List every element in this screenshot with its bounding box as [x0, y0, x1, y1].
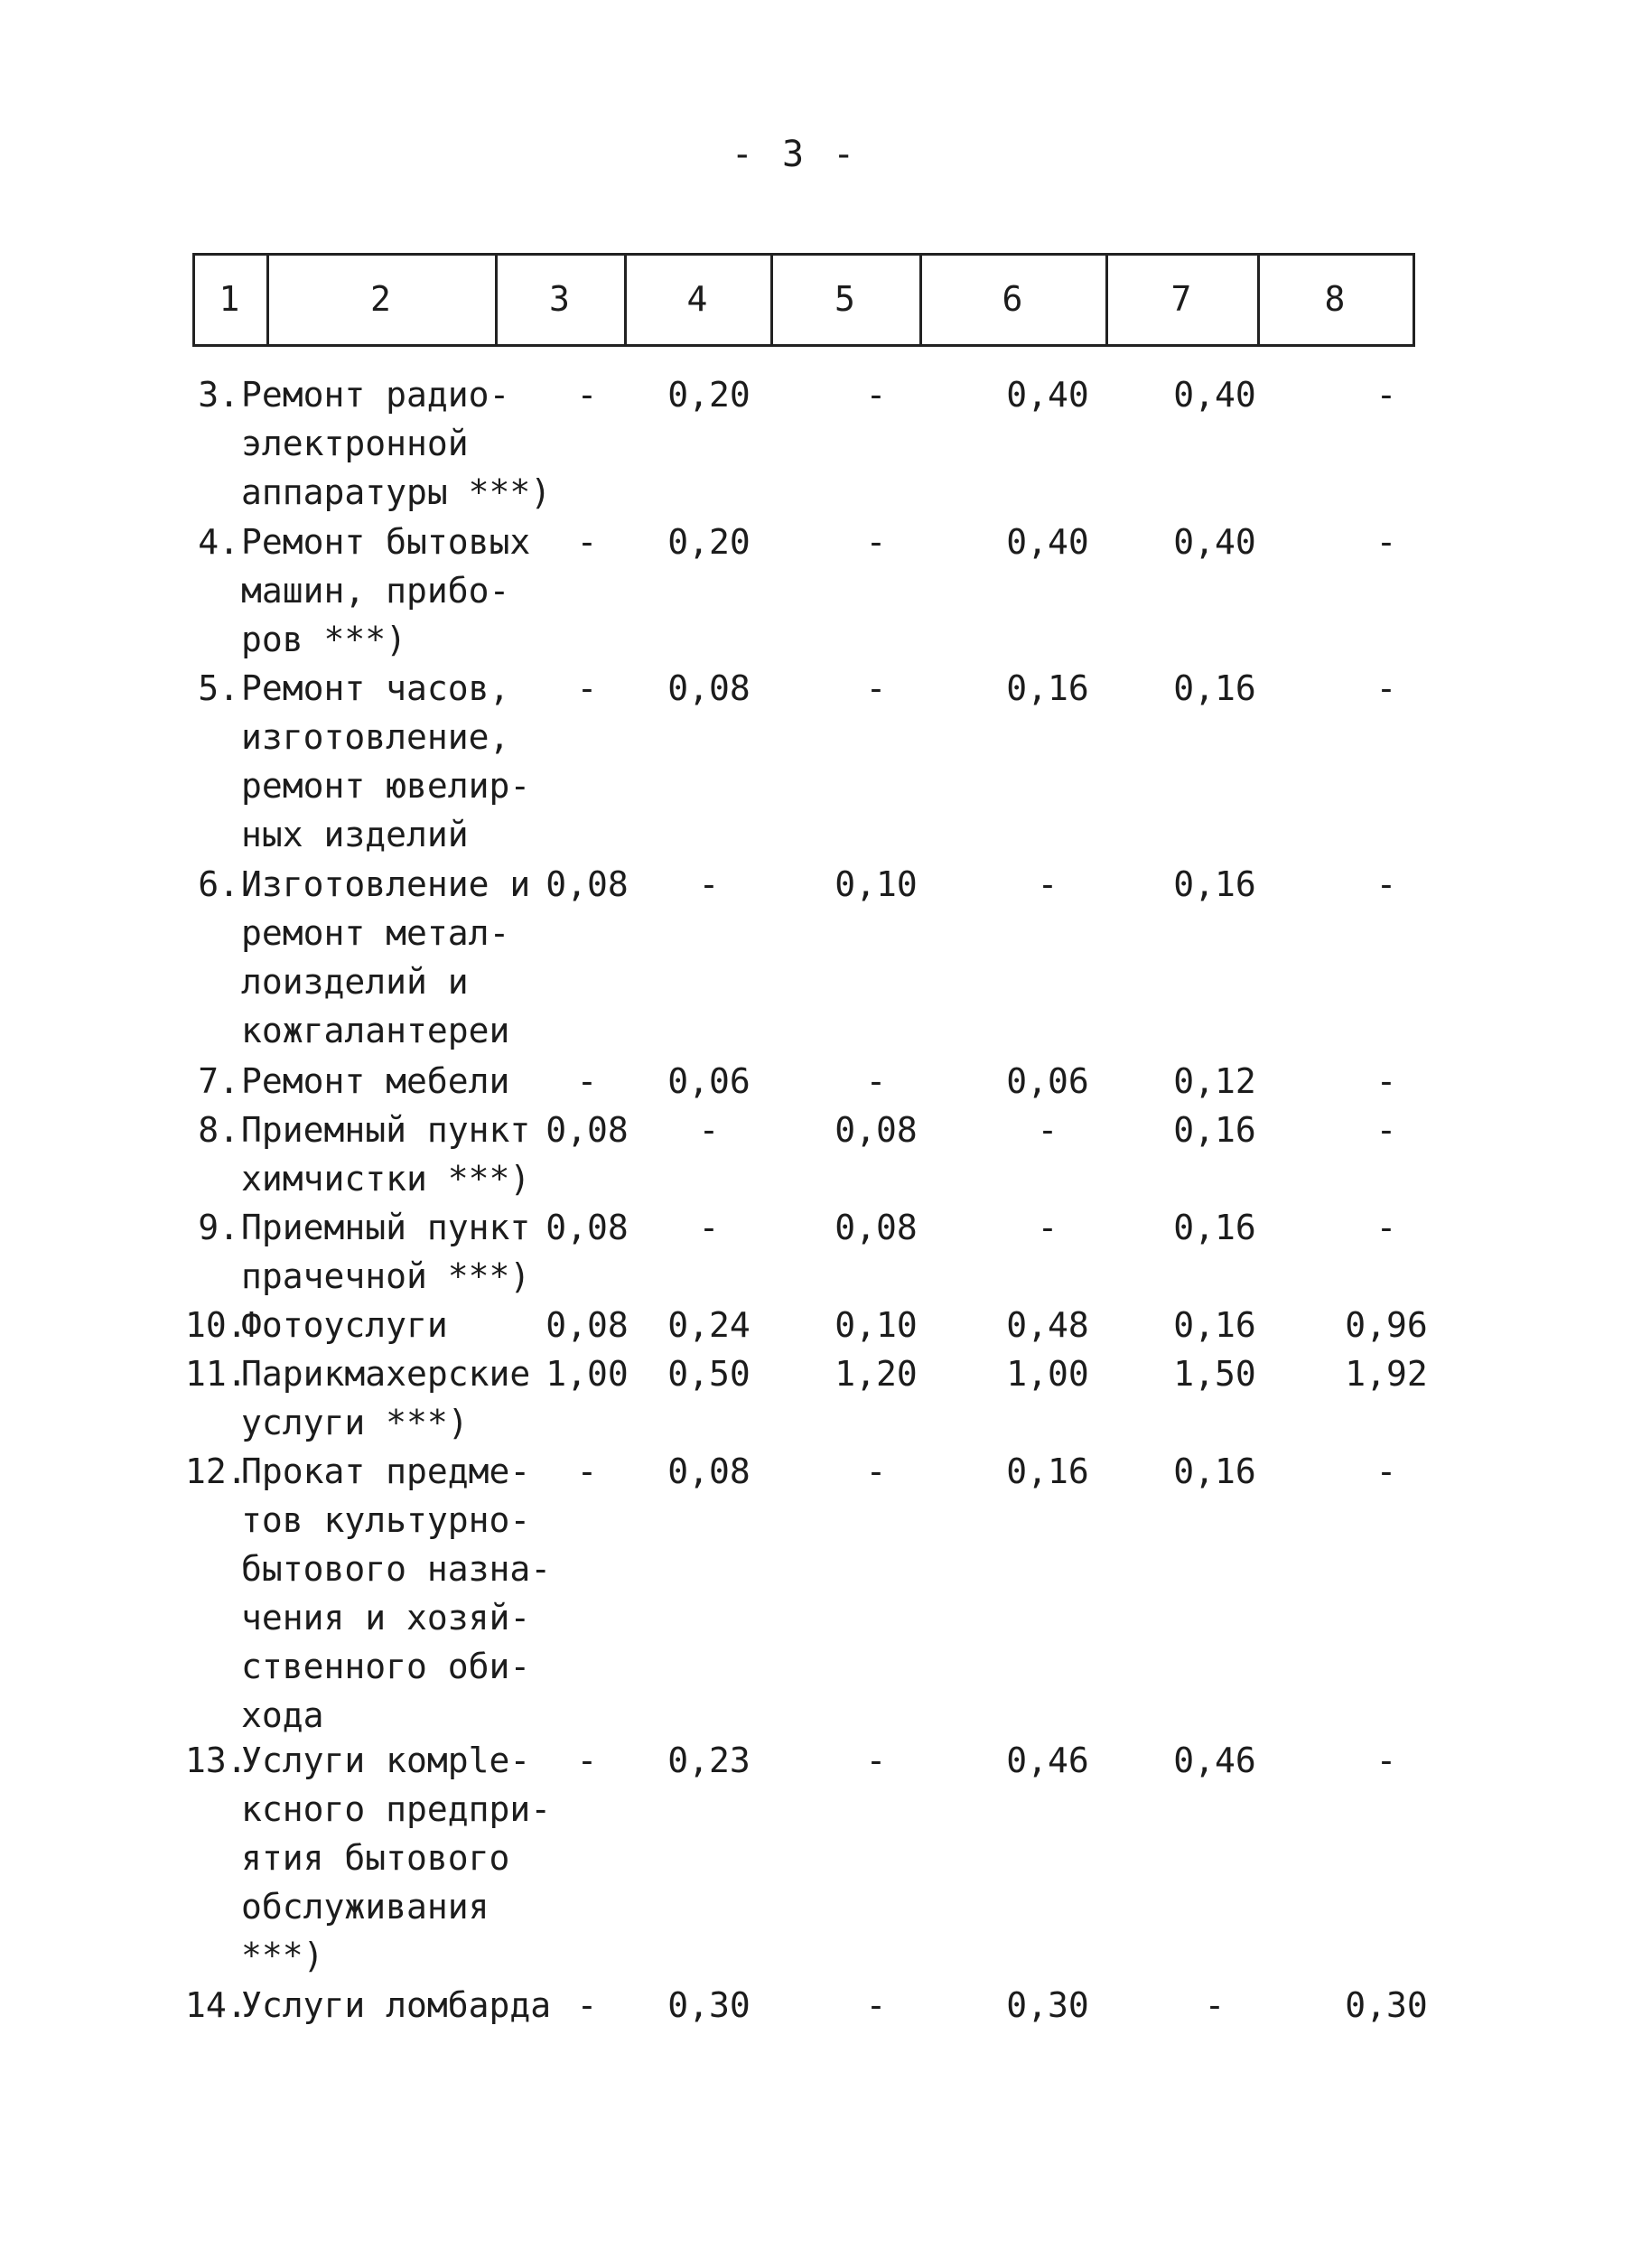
row-value-col8: -	[1375, 1061, 1397, 1101]
row-value-col8: -	[1375, 1451, 1397, 1491]
row-value-col4: 0,20	[667, 522, 751, 562]
row-name: Приемный пункт прачечной ***)	[241, 1208, 531, 1296]
page-number: - 3 -	[731, 134, 859, 175]
row-value-col4: 0,23	[667, 1741, 751, 1780]
row-number: 13.	[185, 1741, 247, 1780]
row-value-col4: 0,50	[667, 1354, 751, 1394]
row-value-col5: -	[865, 1985, 887, 2025]
row-value-col6: 0,40	[1006, 522, 1089, 562]
row-value-col3: 1,00	[545, 1354, 629, 1394]
row-value-col5: -	[865, 1061, 887, 1101]
row-value-col7: 0,16	[1173, 1110, 1256, 1150]
row-name: Приемный пункт химчистки ***)	[241, 1110, 531, 1199]
row-value-col4: 0,08	[667, 668, 751, 708]
row-value-col7: 0,40	[1173, 522, 1256, 562]
row-name: Ремонт радио- электронной аппаратуры ***)	[241, 375, 552, 512]
row-value-col7: 0,16	[1173, 1305, 1256, 1345]
row-value-col4: -	[698, 1110, 720, 1150]
row-name: Ремонт мебели	[241, 1061, 510, 1101]
row-value-col3: 0,08	[545, 1305, 629, 1345]
row-value-col6: 0,46	[1006, 1741, 1089, 1780]
row-value-col6: -	[1037, 1110, 1058, 1150]
row-value-col3: -	[576, 1451, 598, 1491]
row-value-col8: 0,96	[1345, 1305, 1428, 1345]
row-value-col5: 0,08	[834, 1110, 918, 1150]
row-number: 3.	[198, 375, 239, 415]
row-value-col5: 1,20	[834, 1354, 918, 1394]
row-name: Парикмахерские услуги ***)	[241, 1354, 531, 1442]
row-value-col8: 1,92	[1345, 1354, 1428, 1394]
header-cell-3: 3	[549, 279, 570, 319]
row-value-col4: 0,24	[667, 1305, 751, 1345]
row-value-col4: -	[698, 1208, 720, 1247]
row-value-col3: -	[576, 522, 598, 562]
row-value-col8: -	[1375, 1110, 1397, 1150]
row-value-col5: -	[865, 375, 887, 415]
header-divider	[1413, 253, 1415, 347]
row-value-col7: 1,50	[1173, 1354, 1256, 1394]
row-value-col5: -	[865, 1451, 887, 1491]
row-number: 4.	[198, 522, 239, 562]
row-value-col4: 0,06	[667, 1061, 751, 1101]
row-value-col7: 0,16	[1173, 864, 1256, 904]
row-value-col5: -	[865, 1741, 887, 1780]
row-value-col6: -	[1037, 864, 1058, 904]
row-value-col7: 0,16	[1173, 668, 1256, 708]
row-value-col7: 0,40	[1173, 375, 1256, 415]
row-value-col7: 0,16	[1173, 1208, 1256, 1247]
row-value-col7: -	[1204, 1985, 1226, 2025]
row-value-col3: 0,08	[545, 1110, 629, 1150]
row-number: 9.	[198, 1208, 239, 1247]
row-value-col8: -	[1375, 1208, 1397, 1247]
row-value-col6: 0,40	[1006, 375, 1089, 415]
row-value-col6: -	[1037, 1208, 1058, 1247]
row-value-col5: 0,10	[834, 1305, 918, 1345]
row-value-col5: -	[865, 522, 887, 562]
row-number: 6.	[198, 864, 239, 904]
row-name: Ремонт бытовых машин, прибо- ров ***)	[241, 522, 531, 659]
row-value-col6: 0,16	[1006, 1451, 1089, 1491]
header-cell-2: 2	[370, 279, 391, 319]
row-number: 5.	[198, 668, 239, 708]
row-value-col4: 0,08	[667, 1451, 751, 1491]
row-value-col8: -	[1375, 864, 1397, 904]
row-value-col5: 0,08	[834, 1208, 918, 1247]
row-value-col5: 0,10	[834, 864, 918, 904]
row-value-col6: 0,30	[1006, 1985, 1089, 2025]
header-cell-4: 4	[686, 279, 708, 319]
row-value-col3: -	[576, 668, 598, 708]
row-value-col6: 0,06	[1006, 1061, 1089, 1101]
header-cell-5: 5	[834, 279, 855, 319]
row-value-col8: 0,30	[1345, 1985, 1428, 2025]
row-number: 10.	[185, 1305, 247, 1345]
row-number: 12.	[185, 1451, 247, 1491]
row-name: Фотоуслуги	[241, 1305, 448, 1345]
row-value-col8: -	[1375, 522, 1397, 562]
header-cell-8: 8	[1324, 279, 1346, 319]
row-name: Изготовление и ремонт метал- лоизделий и кожгалантереи	[241, 864, 531, 1050]
row-value-col8: -	[1375, 668, 1397, 708]
row-value-col7: 0,12	[1173, 1061, 1256, 1101]
row-value-col6: 0,48	[1006, 1305, 1089, 1345]
row-name: Услуги ломбарда	[241, 1985, 552, 2025]
row-value-col8: -	[1375, 1741, 1397, 1780]
row-value-col8: -	[1375, 375, 1397, 415]
header-cell-6: 6	[1002, 279, 1023, 319]
row-value-col4: 0,30	[667, 1985, 751, 2025]
row-value-col7: 0,46	[1173, 1741, 1256, 1780]
row-number: 14.	[185, 1985, 247, 2025]
row-name: Услуги комple- ксного предпри- ятия бытового обслуживания ***)	[241, 1741, 552, 1975]
row-name: Ремонт часов, изготовление, ремонт ювелир- ных изделий	[241, 668, 531, 854]
row-name: Прокат предме- тов культурно- бытового назна- чения и хозяй- ственного оби- хода	[241, 1451, 552, 1735]
row-value-col3: -	[576, 1985, 598, 2025]
row-value-col3: -	[576, 1061, 598, 1101]
row-value-col6: 1,00	[1006, 1354, 1089, 1394]
row-value-col3: 0,08	[545, 1208, 629, 1247]
header-cell-1: 1	[219, 279, 240, 319]
row-number: 8.	[198, 1110, 239, 1150]
row-number: 7.	[198, 1061, 239, 1101]
row-value-col3: 0,08	[545, 864, 629, 904]
row-number: 11.	[185, 1354, 247, 1394]
row-value-col6: 0,16	[1006, 668, 1089, 708]
row-value-col5: -	[865, 668, 887, 708]
header-cell-7: 7	[1170, 279, 1192, 319]
row-value-col4: -	[698, 864, 720, 904]
row-value-col3: -	[576, 375, 598, 415]
table-header	[192, 253, 1415, 347]
row-value-col3: -	[576, 1741, 598, 1780]
row-value-col4: 0,20	[667, 375, 751, 415]
row-value-col7: 0,16	[1173, 1451, 1256, 1491]
